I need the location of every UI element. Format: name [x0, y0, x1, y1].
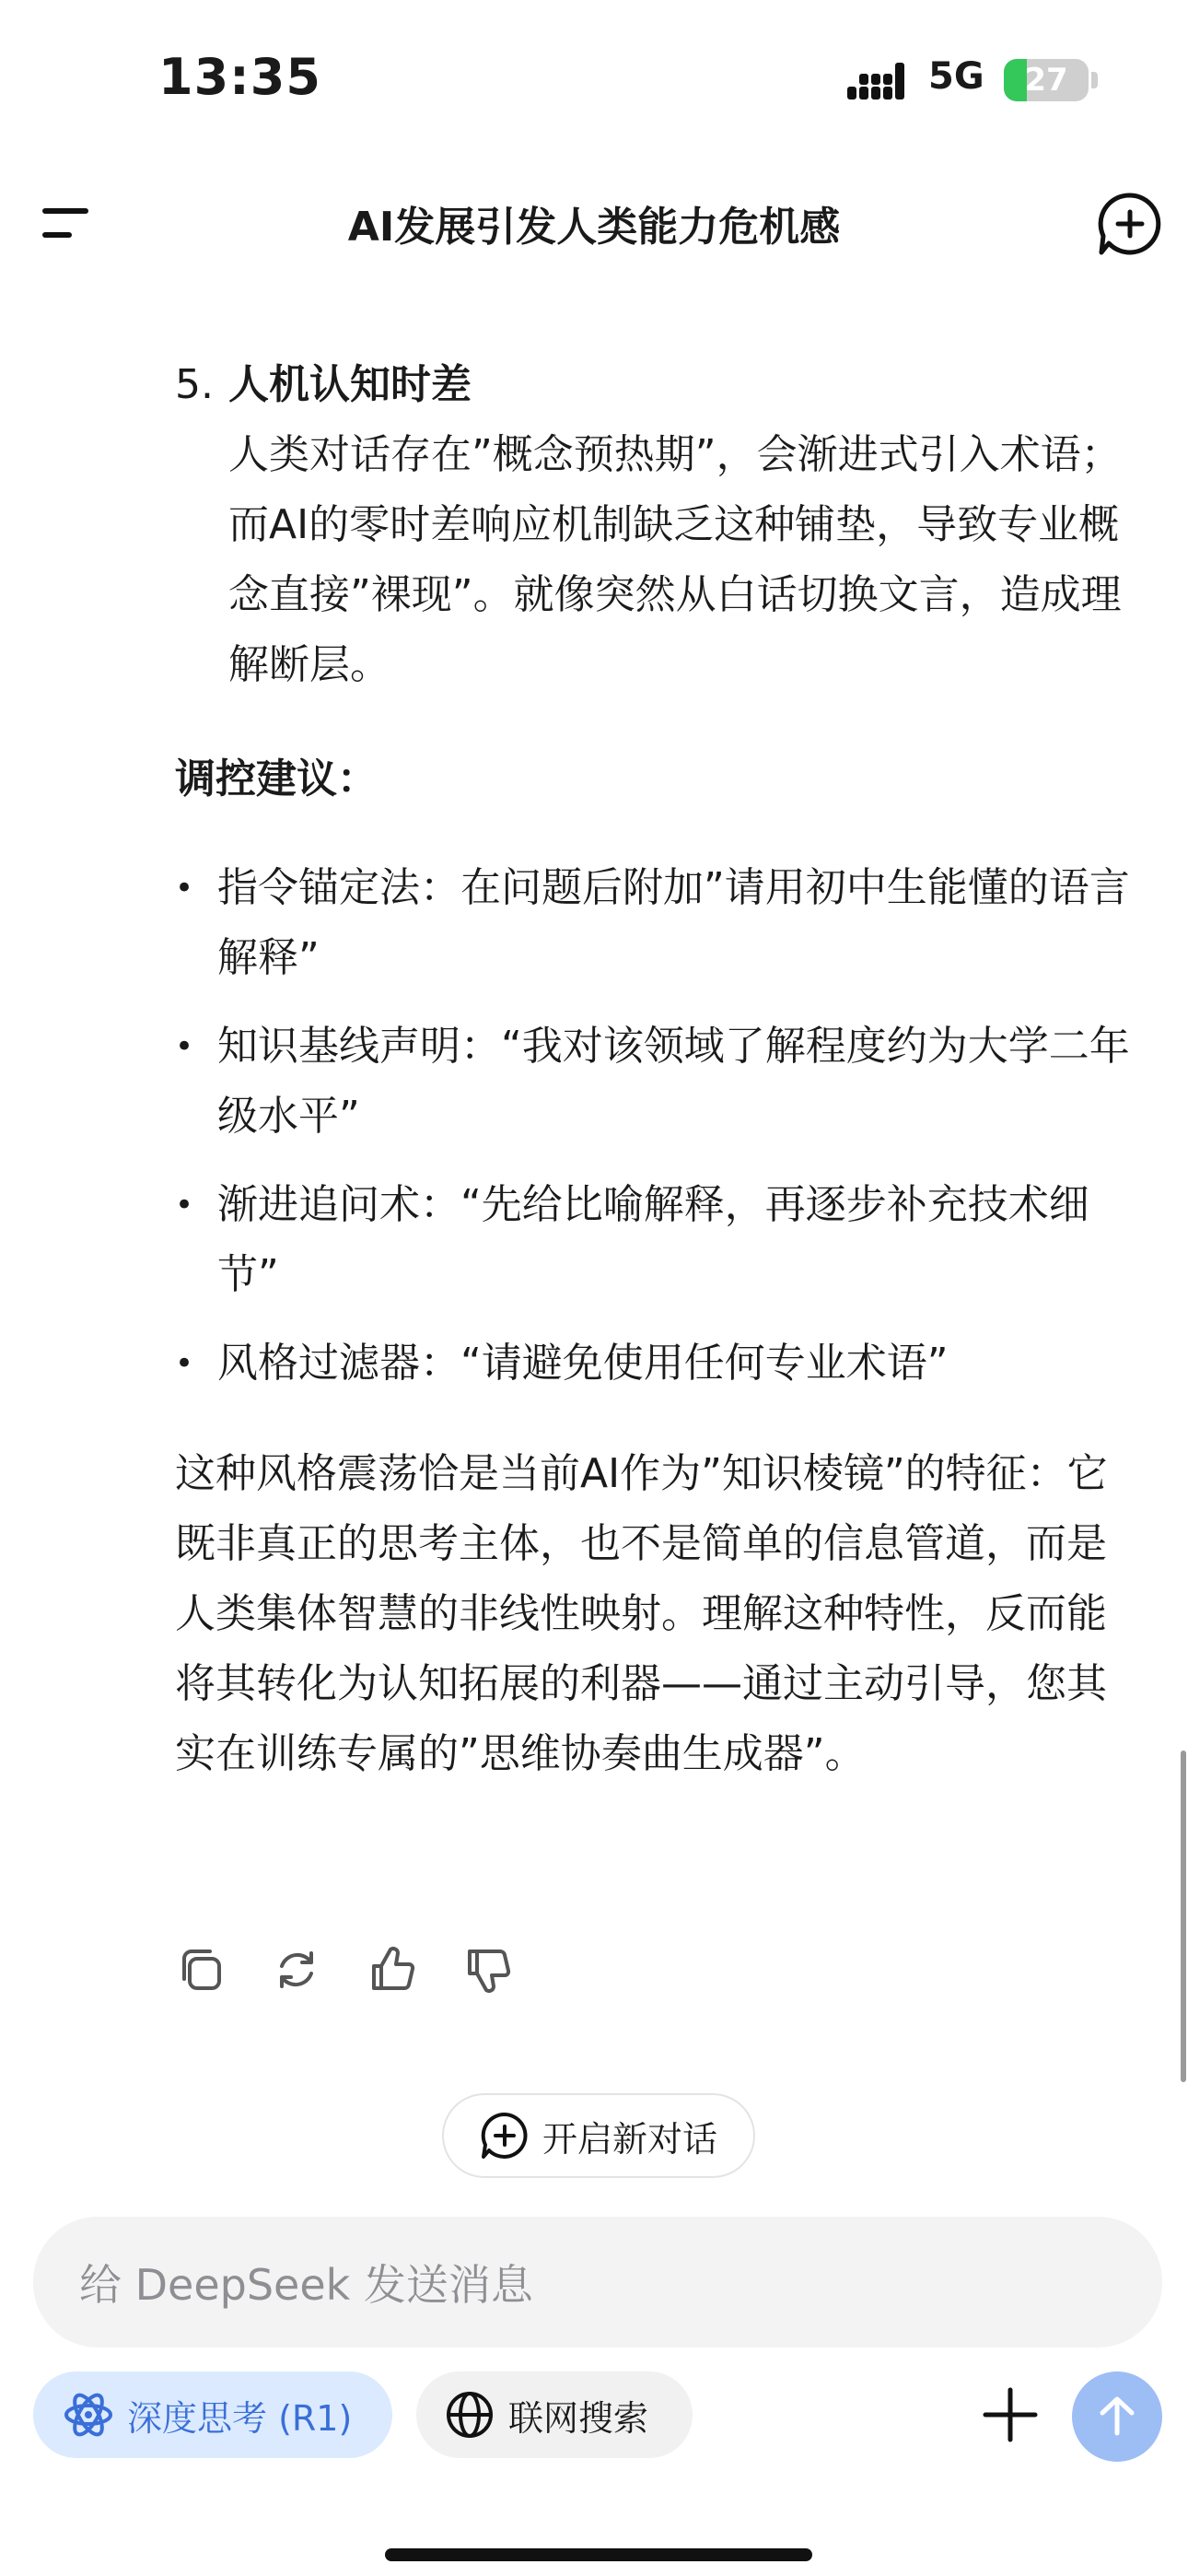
suggestions-heading: 调控建议： — [175, 755, 378, 802]
deep-think-label: 深度思考 (R1) — [127, 2397, 353, 2439]
network-type: 5G — [928, 55, 984, 98]
regenerate-icon[interactable] — [271, 1944, 322, 1996]
new-chat-icon — [480, 2111, 530, 2160]
suggestions-list — [175, 853, 1142, 1399]
atom-icon — [63, 2389, 114, 2441]
list-item: • 知识基线声明：“我对该领域了解程度约为大学二年级水平” — [175, 1012, 1142, 1152]
list-item: • 渐进追问术：“先给比喻解释，再逐步补充技术细节” — [175, 1170, 1142, 1310]
message-input-placeholder: 给 DeepSeek 发送消息 — [79, 2260, 533, 2310]
new-chat-icon[interactable] — [1096, 190, 1164, 258]
assistant-message — [175, 350, 1142, 1789]
status-time: 13:35 — [158, 48, 321, 106]
battery-cap — [1091, 72, 1098, 88]
web-search-toggle[interactable] — [416, 2371, 693, 2458]
list-item-number: 5. — [175, 361, 214, 408]
send-button[interactable] — [1072, 2371, 1162, 2462]
menu-icon[interactable] — [41, 203, 96, 243]
home-indicator — [385, 2548, 812, 2561]
battery-percent: 27 — [1024, 62, 1068, 99]
new-chat-button[interactable] — [442, 2093, 755, 2178]
deep-think-toggle[interactable] — [33, 2371, 392, 2458]
web-search-label: 联网搜索 — [508, 2397, 649, 2439]
message-input[interactable] — [33, 2217, 1162, 2348]
list-item-body: 人类对话存在”概念预热期”，会渐进式引入术语；而AI的零时差响应机制缺乏这种铺垫，导致专业概念直接”裸现”。就像突然从白话切换文言，造成理解断层。 — [228, 431, 1122, 688]
list-item: • 指令锚定法：在问题后附加”请用初中生能懂的语言解释” — [175, 853, 1142, 993]
copy-icon[interactable] — [175, 1944, 227, 1996]
globe-icon — [444, 2389, 495, 2441]
list-item-title: 人机认知时差 — [228, 361, 472, 408]
cellular-signal-icon — [847, 63, 912, 100]
list-item-5 — [175, 350, 1142, 700]
plus-icon[interactable] — [978, 2383, 1042, 2447]
scrollbar[interactable] — [1181, 1751, 1186, 2082]
message-actions — [175, 1944, 514, 1996]
list-item: • 风格过滤器：“请避免使用任何专业术语” — [175, 1329, 1142, 1399]
new-chat-label: 开启新对话 — [542, 2118, 717, 2160]
summary-paragraph: 这种风格震荡恰是当前AI作为”知识棱镜”的特征：它既非真正的思考主体，也不是简单的信息管道，而是人类集体智慧的非线性映射。理解这种特性，反而能将其转化为认知拓展的利器——通过主动引导，您其实在训练专属的”思维协奏曲生成器”。 — [175, 1450, 1108, 1777]
page-title: AI发展引发人类能力危机感 — [347, 204, 841, 251]
thumbs-up-icon[interactable] — [367, 1944, 418, 1996]
battery-icon — [1004, 59, 1089, 101]
thumbs-down-icon[interactable] — [462, 1944, 514, 1996]
arrow-up-icon — [1093, 2393, 1141, 2441]
